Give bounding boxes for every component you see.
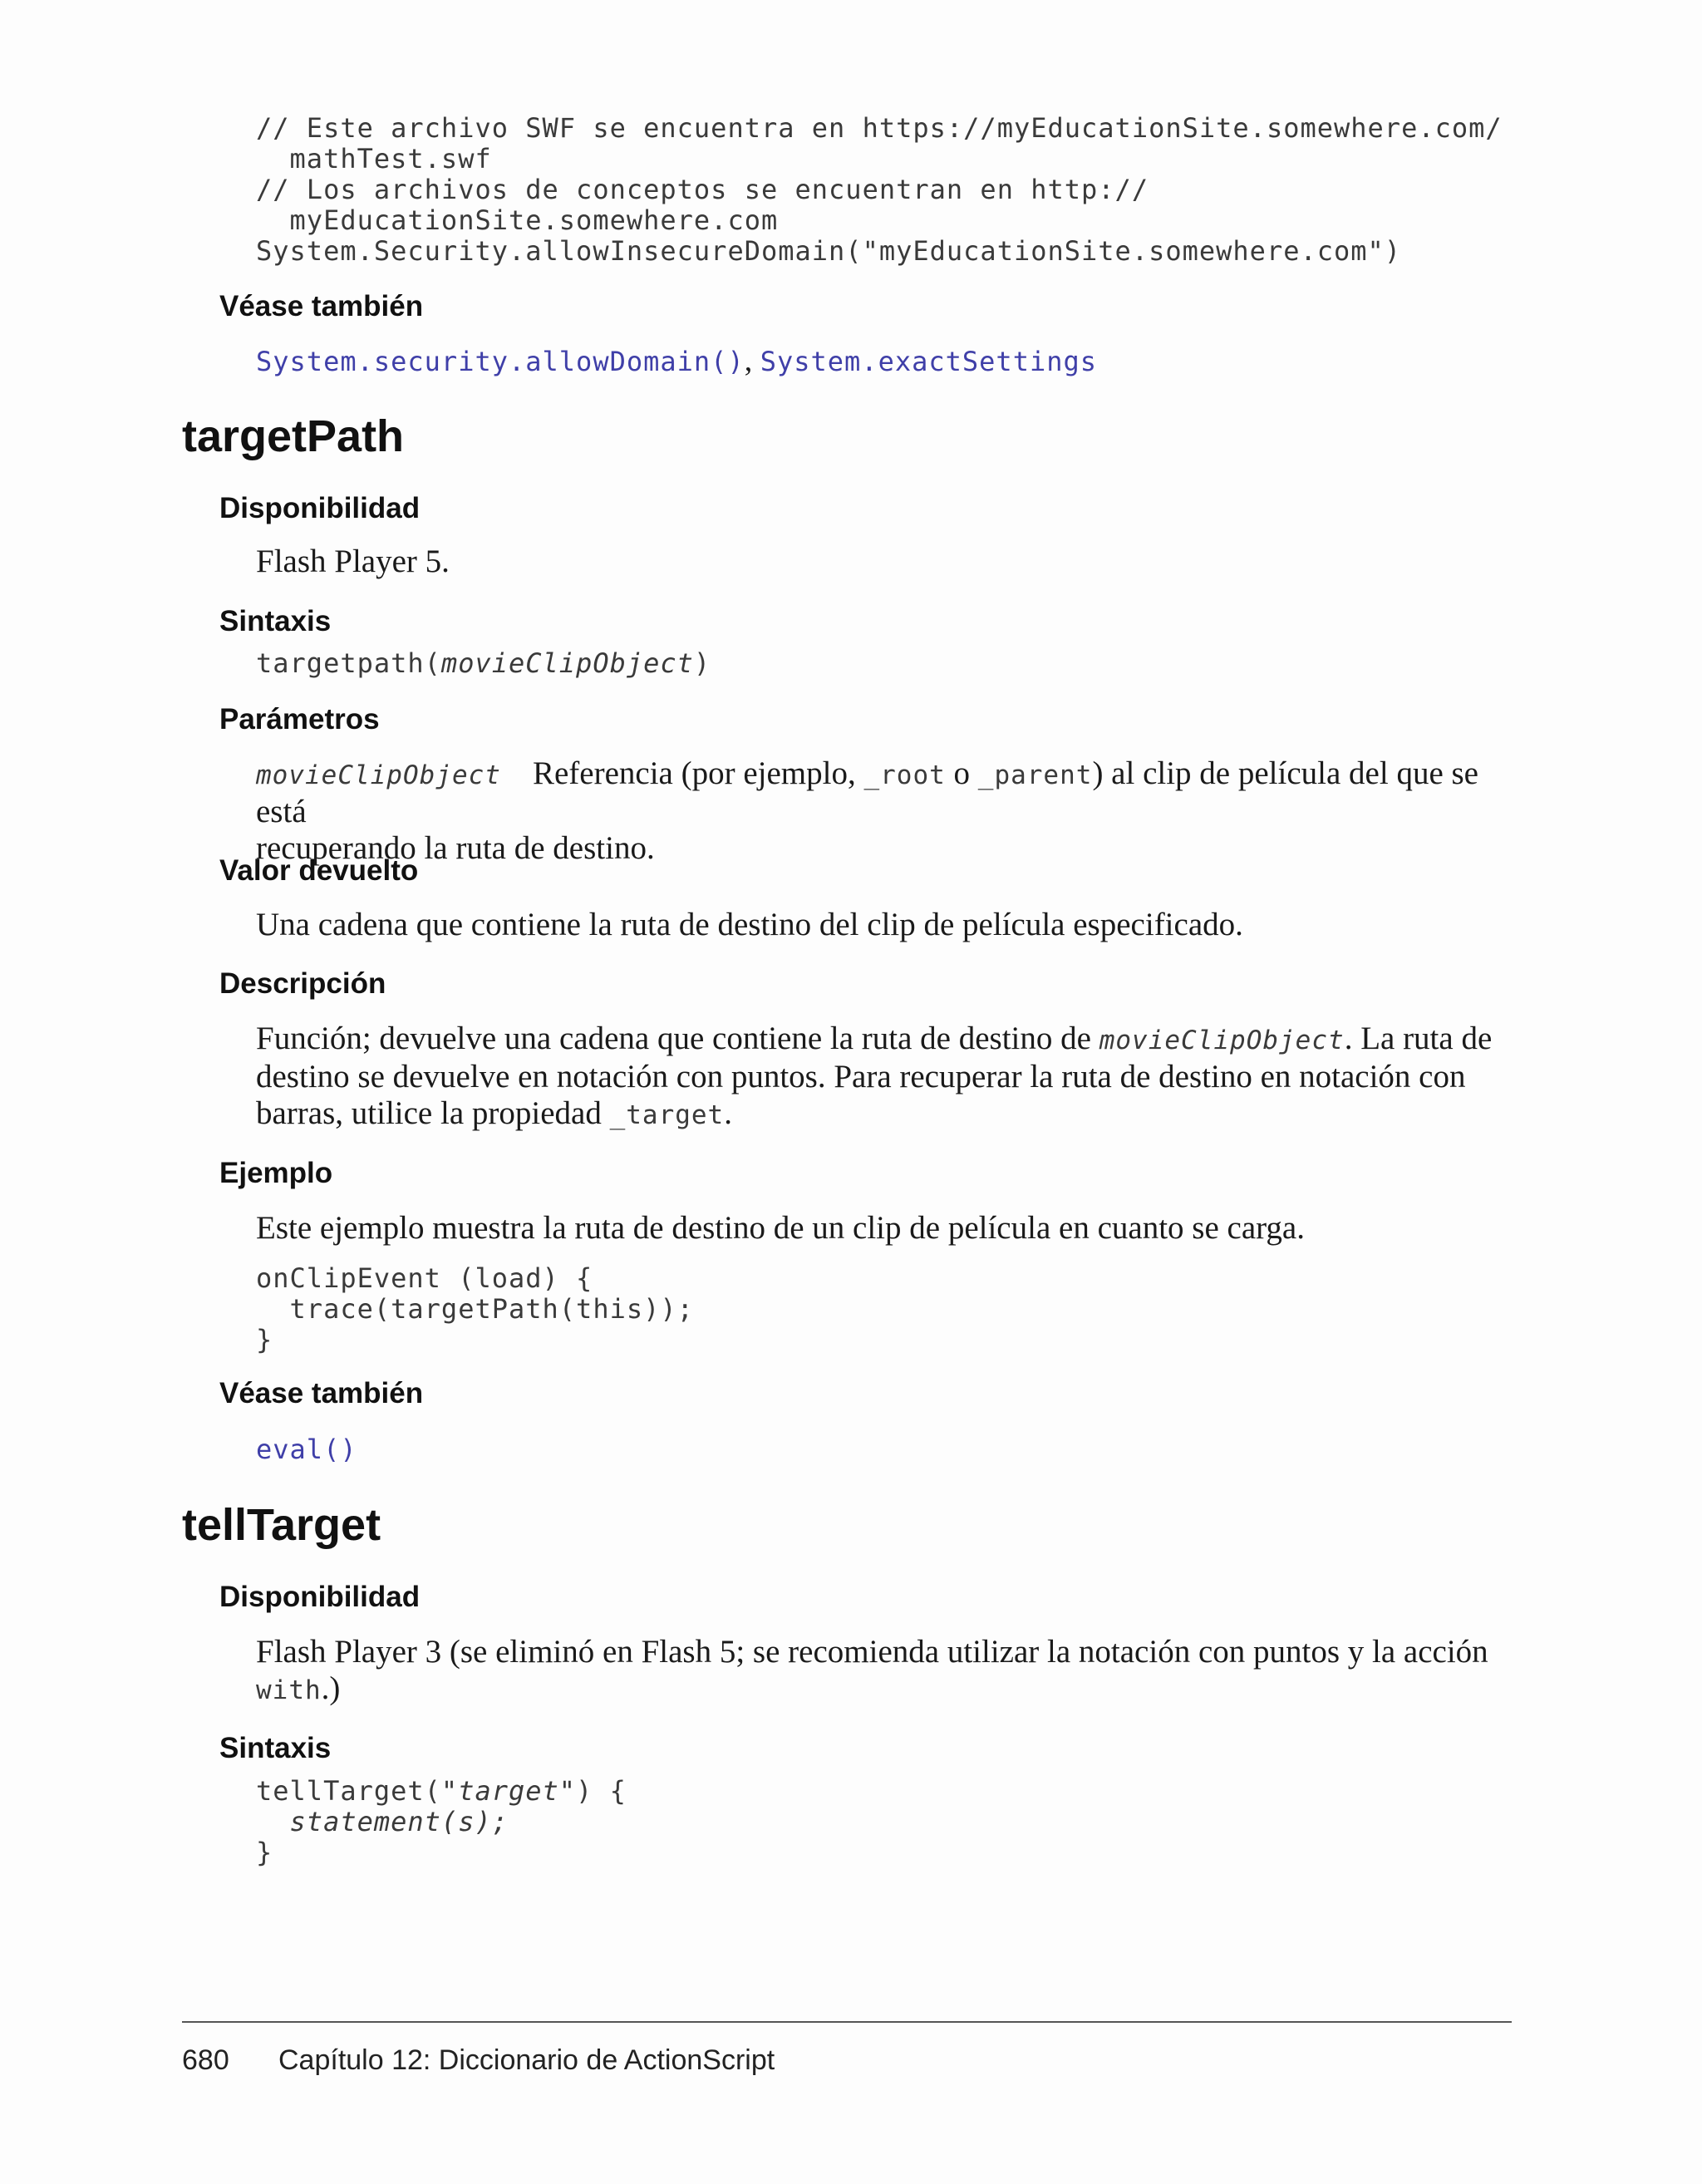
availability-heading: Disponibilidad bbox=[219, 1581, 421, 1613]
chapter-title: Capítulo 12: Diccionario de ActionScript bbox=[278, 2044, 775, 2076]
code-line bbox=[256, 1807, 627, 1837]
desc-line-3 bbox=[256, 1095, 1519, 1134]
availability-heading: Disponibilidad bbox=[219, 492, 421, 524]
availability-text bbox=[256, 1634, 1519, 1709]
code-statement: statement(s); bbox=[289, 1806, 509, 1837]
code-line: } bbox=[256, 1837, 273, 1868]
syntax-code bbox=[256, 648, 711, 679]
code-part: ") { bbox=[558, 1775, 627, 1807]
syntax-param: movieClipObject bbox=[440, 647, 694, 679]
desc-text: . La ruta de bbox=[1344, 1021, 1493, 1056]
returns-heading: Valor devuelto bbox=[219, 854, 419, 887]
desc-text: . bbox=[724, 1095, 732, 1131]
code-parent: _parent bbox=[977, 760, 1093, 790]
page-number: 680 bbox=[182, 2044, 229, 2076]
code-root: _root bbox=[863, 760, 946, 790]
code-line: // Los archivos de conceptos se encuentran en http:// bbox=[256, 174, 1149, 205]
availability-line-1: Flash Player 3 (se eliminó en Flash 5; se recomienda utilizar la notación con puntos y la acción bbox=[256, 1634, 1488, 1670]
param-text: o bbox=[945, 755, 978, 791]
entry-title-targetpath: targetPath bbox=[182, 411, 405, 461]
desc-line-1 bbox=[256, 1021, 1519, 1059]
example-code bbox=[256, 1263, 694, 1355]
code-line: trace(targetPath(this)); bbox=[256, 1293, 694, 1325]
entry-title-telltarget: tellTarget bbox=[182, 1500, 381, 1550]
code-target: _target bbox=[609, 1100, 725, 1130]
availability-text-end: .) bbox=[321, 1670, 341, 1706]
syntax-close: ) bbox=[693, 647, 711, 679]
see-also-links bbox=[256, 343, 1098, 378]
code-movieclipobject: movieClipObject bbox=[1099, 1026, 1345, 1055]
link-eval[interactable]: eval() bbox=[256, 1434, 357, 1465]
parameters-heading: Parámetros bbox=[219, 703, 380, 735]
see-also-heading: Véase también bbox=[219, 1377, 424, 1409]
code-line: onClipEvent (load) { bbox=[256, 1262, 593, 1294]
see-also-links bbox=[256, 1434, 357, 1465]
code-line bbox=[256, 1776, 627, 1807]
availability-line-2 bbox=[256, 1670, 1519, 1709]
code-with: with bbox=[256, 1675, 322, 1705]
link-exact-settings[interactable]: System.exactSettings bbox=[760, 346, 1098, 377]
code-line: } bbox=[256, 1324, 273, 1355]
see-also-heading: Véase también bbox=[219, 290, 424, 322]
availability-text: Flash Player 5. bbox=[256, 544, 450, 579]
example-heading: Ejemplo bbox=[219, 1157, 333, 1189]
code-param: target bbox=[458, 1775, 559, 1807]
syntax-code bbox=[256, 1776, 627, 1868]
param-line-2: recuperando la ruta de destino. bbox=[256, 830, 655, 866]
returns-text: Una cadena que contiene la ruta de destino del clip de película especificado. bbox=[256, 907, 1243, 942]
param-line-1 bbox=[256, 755, 1519, 830]
parameter-description bbox=[256, 755, 1519, 867]
code-part: tellTarget(" bbox=[256, 1775, 459, 1807]
description-text bbox=[256, 1021, 1519, 1134]
code-line: mathTest.swf bbox=[256, 143, 492, 175]
example-text: Este ejemplo muestra la ruta de destino de un clip de película en cuanto se carga. bbox=[256, 1210, 1305, 1246]
syntax-heading: Sintaxis bbox=[219, 605, 332, 637]
syntax-heading: Sintaxis bbox=[219, 1732, 332, 1764]
desc-text: barras, utilice la propiedad bbox=[256, 1095, 610, 1131]
param-name: movieClipObject bbox=[256, 760, 501, 790]
param-text: ) al clip de película del que se está bbox=[256, 755, 1478, 829]
code-line: // Este archivo SWF se encuentra en https://myEducationSite.somewhere.com/ bbox=[256, 112, 1503, 144]
code-line: System.Security.allowInsecureDomain("myEducationSite.somewhere.com") bbox=[256, 235, 1402, 267]
code-block-security bbox=[256, 113, 1503, 267]
link-allow-domain[interactable]: System.security.allowDomain() bbox=[256, 346, 745, 377]
link-separator: , bbox=[744, 343, 760, 378]
desc-line-2: destino se devuelve en notación con puntos. Para recuperar la ruta de destino en notación con bbox=[256, 1059, 1466, 1094]
syntax-fn: targetpath( bbox=[256, 647, 441, 679]
footer-rule bbox=[182, 2021, 1512, 2023]
description-heading: Descripción bbox=[219, 967, 386, 1000]
code-line: myEducationSite.somewhere.com bbox=[256, 204, 779, 236]
desc-text: Función; devuelve una cadena que contiene la ruta de destino de bbox=[256, 1021, 1099, 1056]
param-text: Referencia (por ejemplo, bbox=[532, 755, 864, 791]
